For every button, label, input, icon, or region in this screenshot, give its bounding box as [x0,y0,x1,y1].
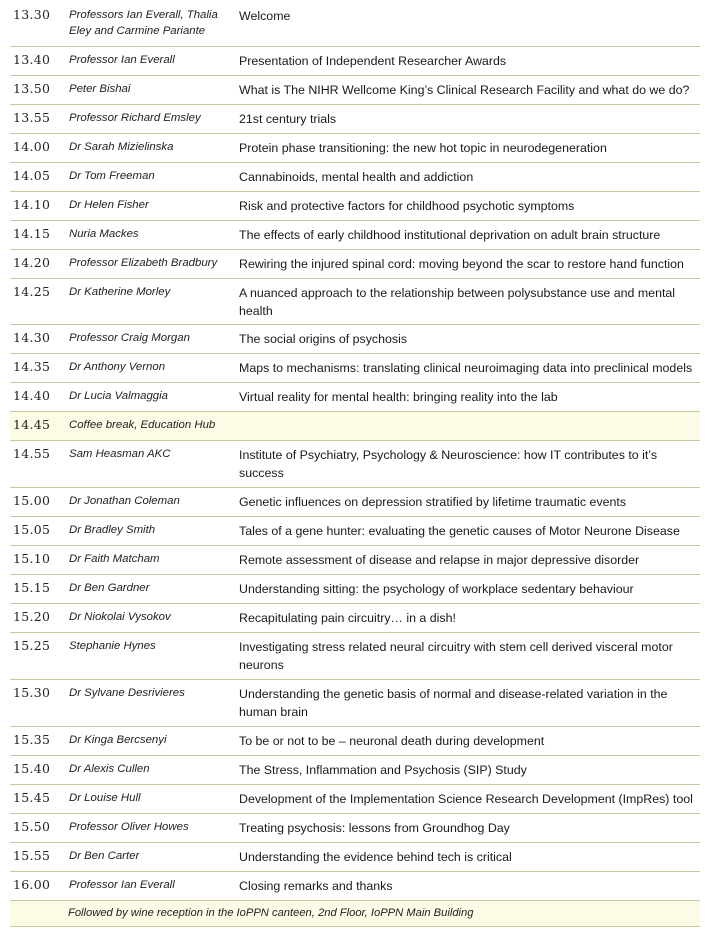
session-time: 15.00 [13,493,51,508]
session-time: 15.10 [13,551,51,566]
session-topic [237,412,700,440]
session-topic: Tales of a gene hunter: evaluating the genetic causes of Motor Neurone Disease [239,524,680,538]
session-topic: Closing remarks and thanks [239,879,393,893]
session-speaker: Stephanie Hynes [69,640,156,652]
session-speaker: Professor Ian Everall [69,879,175,891]
footer-row [10,901,700,927]
session-speaker: Dr Niokolai Vysokov [69,611,171,623]
session-topic: Rewiring the injured spinal cord: moving beyond the scar to restore hand function [239,257,684,271]
session-speaker: Dr Lucia Valmaggia [69,390,168,402]
schedule-row [10,134,700,163]
session-topic: 21st century trials [239,112,337,126]
session-time: 14.20 [13,255,51,270]
session-speaker: Professor Elizabeth Bradbury [69,257,218,269]
schedule-row [10,814,700,843]
schedule-row [10,221,700,250]
session-topic: Remote assessment of disease and relapse in major depressive disorder [239,553,640,567]
schedule-row [10,47,700,76]
session-speaker: Peter Bishai [69,83,131,95]
session-time: 14.45 [13,417,51,432]
session-topic: Recapitulating pain circuitry… in a dish! [239,611,456,625]
session-time: 15.05 [13,522,51,537]
schedule-row [10,680,700,727]
session-time: 15.20 [13,609,51,624]
session-speaker: Professor Richard Emsley [69,112,201,124]
session-speaker: Dr Katherine Morley [69,286,171,298]
session-time: 15.30 [13,685,51,700]
session-topic: The effects of early childhood institutional deprivation on adult brain structure [239,228,661,242]
session-speaker: Dr Sylvane Desrivieres [69,687,185,699]
session-speaker: Sam Heasman AKC [69,448,171,460]
session-time: 13.40 [13,52,51,67]
session-speaker: Dr Jonathan Coleman [69,495,180,507]
schedule-row [10,633,700,680]
session-time: 15.50 [13,819,51,834]
session-time: 14.25 [13,284,51,299]
session-time: 13.55 [13,110,51,125]
session-speaker: Dr Ben Gardner [69,582,150,594]
schedule-row [10,517,700,546]
session-topic: The social origins of psychosis [239,332,408,346]
session-topic: Investigating stress related neural circuitry with stem cell derived visceral motor neurons [239,640,673,672]
schedule-rows [10,2,700,901]
session-topic: Presentation of Independent Researcher Awards [239,54,507,68]
session-topic: Understanding sitting: the psychology of workplace sedentary behaviour [239,582,634,596]
schedule-row [10,383,700,412]
session-topic: Treating psychosis: lessons from Groundhog Day [239,821,510,835]
schedule-row [10,575,700,604]
schedule-row [10,250,700,279]
session-speaker: Dr Ben Carter [69,850,140,862]
session-speaker: Dr Kinga Bercsenyi [69,734,167,746]
session-time: 14.05 [13,168,51,183]
session-speaker: Dr Alexis Cullen [69,763,150,775]
schedule-row [10,756,700,785]
session-time: 13.30 [13,7,51,22]
session-time: 13.50 [13,81,51,96]
session-topic: Understanding the evidence behind tech is critical [239,850,512,864]
session-time: 15.35 [13,732,51,747]
session-time: 14.00 [13,139,51,154]
session-topic: The Stress, Inflammation and Psychosis (SIP) Study [239,763,527,777]
session-topic: Protein phase transitioning: the new hot topic in neurodegeneration [239,141,607,155]
session-time: 14.10 [13,197,51,212]
session-topic: Institute of Psychiatry, Psychology & Neuroscience: how IT contributes to it’s success [239,448,658,480]
session-time: 15.55 [13,848,51,863]
schedule-row [10,441,700,488]
session-time: 15.15 [13,580,51,595]
session-speaker: Professor Oliver Howes [69,821,189,833]
footer-note: Followed by wine reception in the IoPPN canteen, 2nd Floor, IoPPN Main Building [68,907,474,919]
schedule-row [10,325,700,354]
schedule-row [10,785,700,814]
session-time: 14.55 [13,446,51,461]
session-speaker: Dr Anthony Vernon [69,361,166,373]
session-time: 14.40 [13,388,51,403]
session-speaker: Coffee break, Education Hub [69,419,216,431]
session-time: 14.15 [13,226,51,241]
session-speaker: Nuria Mackes [69,228,139,240]
session-time: 15.40 [13,761,51,776]
session-topic: Understanding the genetic basis of normal and disease-related variation in the human brain [239,687,668,719]
schedule-row [10,412,700,441]
session-topic: What is The NIHR Wellcome King’s Clinical Research Facility and what do we do? [239,83,690,97]
schedule-row [10,872,700,901]
session-time: 14.30 [13,330,51,345]
session-time: 16.00 [13,877,51,892]
schedule-row [10,76,700,105]
schedule-row [10,488,700,517]
session-topic: Development of the Implementation Science Research Development (ImpRes) tool [239,792,693,806]
session-topic: Virtual reality for mental health: bringing reality into the lab [239,390,558,404]
session-topic: A nuanced approach to the relationship between polysubstance use and mental health [239,286,676,318]
session-speaker: Dr Bradley Smith [69,524,156,536]
session-topic: Welcome [239,9,291,23]
session-time: 15.45 [13,790,51,805]
session-topic: Risk and protective factors for childhood psychotic symptoms [239,199,575,213]
schedule-row [10,546,700,575]
session-speaker: Dr Faith Matcham [69,553,160,565]
session-speaker: Dr Louise Hull [69,792,141,804]
schedule-row [10,163,700,192]
schedule-row [10,279,700,325]
session-speaker: Dr Sarah Mizielinska [69,141,174,153]
session-speaker: Dr Helen Fisher [69,199,149,211]
session-speaker: Dr Tom Freeman [69,170,155,182]
schedule-row [10,843,700,872]
schedule-row [10,604,700,633]
schedule-row [10,727,700,756]
session-speaker: Professors Ian Everall, Thalia Eley and Carmine Pariante [69,9,218,37]
session-time: 15.25 [13,638,51,653]
session-topic: To be or not to be – neuronal death during development [239,734,545,748]
session-speaker: Professor Craig Morgan [69,332,190,344]
schedule-row [10,354,700,383]
session-time: 14.35 [13,359,51,374]
schedule-row [10,2,700,47]
session-topic: Maps to mechanisms: translating clinical neuroimaging data into preclinical models [239,361,693,375]
schedule-row [10,105,700,134]
schedule-row [10,192,700,221]
session-topic: Cannabinoids, mental health and addiction [239,170,474,184]
session-speaker: Professor Ian Everall [69,54,175,66]
session-topic: Genetic influences on depression stratified by lifetime traumatic events [239,495,627,509]
programme-table [10,2,700,927]
